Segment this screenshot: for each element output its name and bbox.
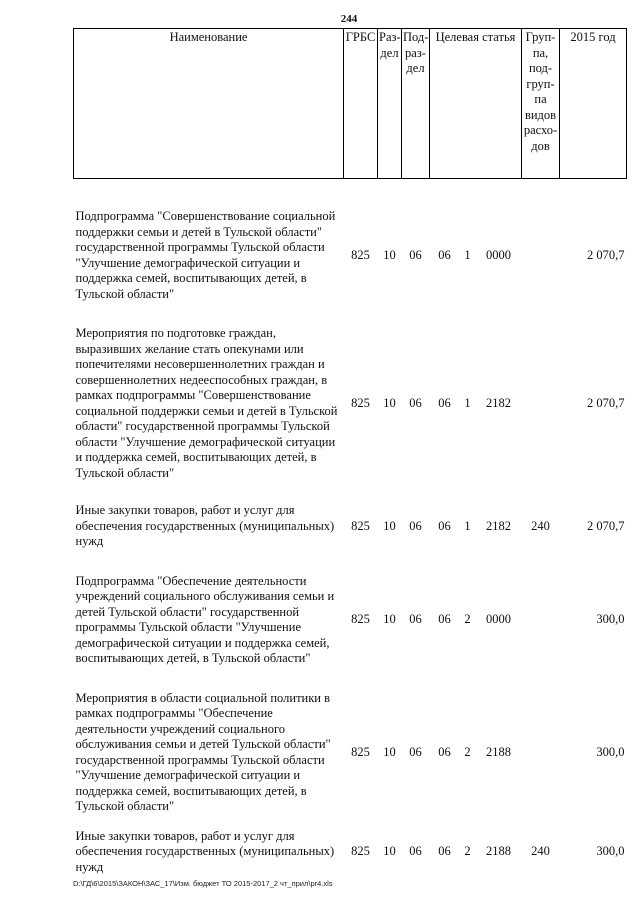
- row-podrazdel: 06: [409, 395, 422, 410]
- row-podrazdel: 06: [409, 612, 422, 627]
- header-name: Наименование: [74, 29, 344, 179]
- table-header: [74, 29, 627, 179]
- page-number: 244: [340, 13, 358, 25]
- header-podrazdel: Под-раз-дел: [402, 29, 430, 179]
- row-group: [522, 574, 560, 667]
- row-razdel: 10: [383, 247, 396, 262]
- header-razdel: Раз-дел: [378, 29, 402, 179]
- row-target-code: 2182: [486, 518, 511, 533]
- row-spacer-cell: [74, 481, 627, 503]
- row-podrazdel: 06: [409, 247, 422, 262]
- footer-file-path: D:\ГД\6\2015\ЗАКОН\ЗАС_17\Изм. бюджет ТО 2015-2017_2 чт_прил\pr4.xls: [73, 879, 333, 888]
- row-target-code: 0000: [486, 247, 511, 262]
- row-spacer: [74, 550, 627, 574]
- row-grbs: 825: [351, 395, 370, 410]
- budget-table: [73, 28, 627, 875]
- row-grbs: 825: [351, 247, 370, 262]
- row-spacer-cell: [74, 815, 627, 829]
- row-name: Иные закупки товаров, работ и услуг для обеспечения государственных (муниципальных) нужд: [75, 503, 335, 548]
- row-grbs: 825: [351, 844, 370, 858]
- row-name: Мероприятия в области социальной политики в рамках подпрограммы "Обеспечение деятельности учреждений социального обслуживания семьи и детей Тульской области" государственной программы Тульской области "Улучшение демографической ситуации и поддержка семей, воспитывающих детей, в Тульской области": [75, 690, 331, 813]
- row-spacer: [74, 481, 627, 503]
- row-grbs: 825: [351, 518, 370, 533]
- row-name: Подпрограмма "Совершенствование социальной поддержки семьи и детей в Тульской области" государственной программы Тульской области "Улучшение демографической ситуации и поддержка семей, воспитывающих детей, в Тульской области": [75, 209, 336, 301]
- header-group: Груп-па, под-груп-па видов расхо-дов: [522, 29, 560, 179]
- row-target-subprogram: 2: [464, 612, 471, 627]
- row-razdel: 10: [383, 744, 396, 759]
- row-razdel: 10: [383, 395, 396, 410]
- header-grbs: ГРБС: [344, 29, 378, 179]
- row-name: Иные закупки товаров, работ и услуг для обеспечения государственных (муниципальных) нужд: [75, 828, 335, 874]
- row-target-program: 06: [438, 744, 451, 759]
- table-row: [74, 209, 627, 302]
- row-amount: 300,0: [596, 744, 625, 759]
- table-row: [74, 829, 627, 876]
- row-target-code: 2182: [486, 395, 511, 410]
- row-target-subprogram: 1: [464, 518, 471, 533]
- row-grbs: 825: [351, 744, 370, 759]
- row-target-code: 2188: [486, 844, 511, 858]
- row-podrazdel: 06: [409, 518, 422, 533]
- row-razdel: 10: [383, 518, 396, 533]
- row-spacer-cell: [74, 179, 627, 210]
- row-amount: 300,0: [596, 612, 625, 627]
- row-group: [522, 326, 560, 481]
- row-spacer-cell: [74, 667, 627, 691]
- row-target-program: 06: [438, 844, 451, 858]
- table-row: [74, 574, 627, 667]
- row-target-program: 06: [438, 518, 451, 533]
- row-amount: 2 070,7: [587, 518, 625, 533]
- table-row: [74, 691, 627, 815]
- row-group: 240: [531, 844, 550, 858]
- row-spacer-cell: [74, 550, 627, 574]
- row-target-program: 06: [438, 247, 451, 262]
- row-amount: 2 070,7: [587, 247, 625, 262]
- row-spacer: [74, 667, 627, 691]
- row-podrazdel: 06: [409, 744, 422, 759]
- row-amount: 2 070,7: [587, 395, 625, 410]
- row-grbs: 825: [351, 612, 370, 627]
- row-spacer: [74, 815, 627, 829]
- header-year: 2015 год: [560, 29, 627, 179]
- row-target-code: 2188: [486, 744, 511, 759]
- row-podrazdel: 06: [409, 844, 422, 858]
- row-spacer: [74, 302, 627, 326]
- row-name: Подпрограмма "Обеспечение деятельности учреждений социального обслуживания семьи и детей Тульской области" государственной программы Тульской области "Улучшение демографической ситуации и поддержка семей, воспитывающих детей, в Тульской области": [75, 573, 335, 665]
- row-target-subprogram: 2: [464, 744, 471, 759]
- row-spacer: [74, 179, 627, 210]
- row-razdel: 10: [383, 612, 396, 627]
- row-target-subprogram: 1: [464, 247, 471, 262]
- row-razdel: 10: [383, 844, 396, 858]
- row-group: [522, 691, 560, 815]
- row-target-subprogram: 2: [464, 844, 471, 858]
- row-group: 240: [531, 518, 550, 533]
- table-row: [74, 326, 627, 481]
- row-target-program: 06: [438, 612, 451, 627]
- header-target: Целевая статья: [430, 29, 522, 179]
- row-name: Мероприятия по подготовке граждан, выразивших желание стать опекунами или попечителями несовершеннолетних граждан и совершеннолетних недееспособных граждан, в рамках подпрограммы "Совершенствование социальной поддержки семьи и детей в Тульской области" государственной программы Тульской области "Улучшение демографической ситуации и поддержка семей, воспитывающих детей, в Тульской области": [75, 326, 338, 480]
- row-target-subprogram: 1: [464, 395, 471, 410]
- row-target-code: 0000: [486, 612, 511, 627]
- row-group: [522, 209, 560, 302]
- table-row: [74, 503, 627, 550]
- row-spacer-cell: [74, 302, 627, 326]
- row-target-program: 06: [438, 395, 451, 410]
- row-amount: 300,0: [596, 844, 625, 858]
